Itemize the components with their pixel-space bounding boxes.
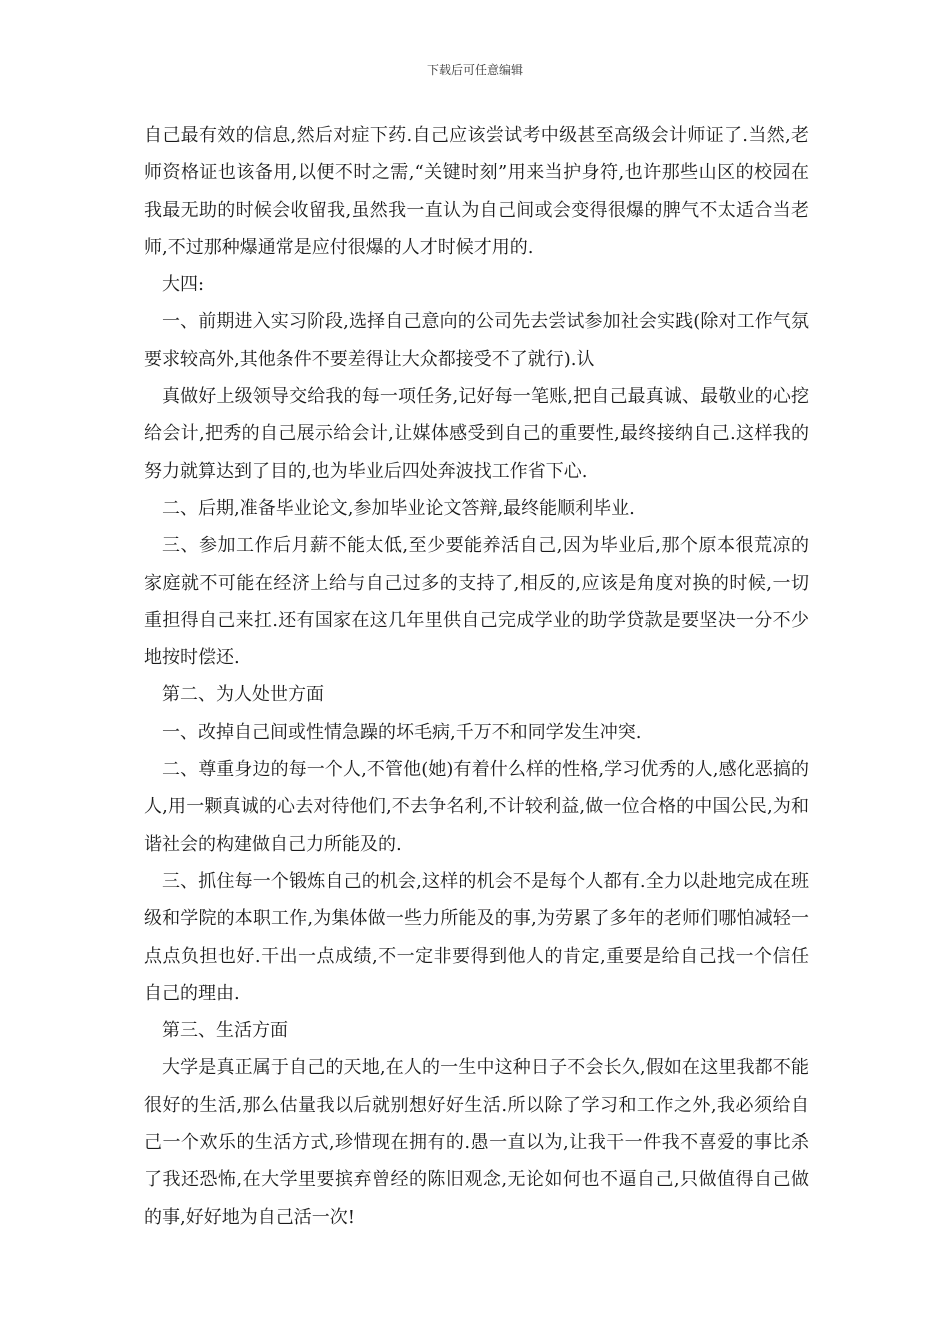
heading-senior-year: 大四: — [162, 274, 205, 296]
paragraph-respect-others: 二、尊重身边的每一个人,不管他(她)有着什么样的性格,学习优秀的人,感化恶搞的人,用一颗真诚的心去对待他们,不去争名利,不计较利益,做一位合格的中国公民,为和谐社会的构建做自己力所能及的. — [144, 759, 809, 855]
page-header: 下载后可任意编辑 — [426, 63, 523, 77]
paragraph-university-life: 大学是真正属于自己的天地,在人的一生中这种日子不会长久,假如在这里我都不能很好的生活,那么估量我以后就别想好好生活.所以除了学习和工作之外,我必须给自己一个欢乐的生活方式,珍惜现在拥有的.愚一直以为,让我干一件我不喜爱的事比杀了我还恐怖,在大学里要摈弃曾经的陈旧观念,无论如何也不逼自己,只做值得自己做的事,好好地为自己活一次! — [144, 1057, 809, 1228]
paragraph-opportunities: 三、抓住每一个锻炼自己的机会,这样的机会不是每个人都有.全力以赴地完成在班级和学院的本职工作,为集体做一些力所能及的事,为劳累了多年的老师们哪怕减轻一点点负担也好.干出一点成绩,不一定非要得到他人的肯定,重要是给自己找一个信任自己的理由. — [144, 870, 809, 1004]
paragraph-thesis: 二、后期,准备毕业论文,参加毕业论文答辩,最终能顺利毕业. — [162, 497, 635, 519]
paragraph-temper: 一、改掉自己间或性情急躁的坏毛病,千万不和同学发生冲突. — [162, 721, 642, 743]
paragraph-salary-loan: 三、参加工作后月薪不能太低,至少要能养活自己,因为毕业后,那个原本很荒凉的家庭就不可能在经济上给与自己过多的支持了,相反的,应该是角度对换的时候,一切重担得自己来扛.还有国家在这几年里供自己完成学业的助学贷款是要坚决一分不少地按时偿还. — [144, 535, 809, 669]
heading-life: 第三、生活方面 — [162, 1020, 288, 1042]
document-body — [144, 117, 809, 1236]
paragraph-work-diligently: 真做好上级领导交给我的每一项任务,记好每一笔账,把自己最真诚、最敬业的心挖给会计,把秀的自己展示给会计,让媒体感受到自己的重要性,最终接纳自己.这样我的努力就算达到了目的,也为毕业后四处奔波找工作省下心. — [144, 386, 809, 482]
paragraph-continued-certificates: 自己最有效的信息,然后对症下药.自己应该尝试考中级甚至高级会计师证了.当然,老师资格证也该备用,以便不时之需,“关键时刻”用来当护身符,也许那些山区的校园在我最无助的时候会收留我,虽然我一直认为自己间或会变得很爆的脾气不太适合当老师,不过那种爆通常是应付很爆的人才时候才用的. — [144, 125, 809, 258]
heading-interpersonal: 第二、为人处世方面 — [162, 684, 324, 706]
paragraph-internship: 一、前期进入实习阶段,选择自己意向的公司先去尝试参加社会实践(除对工作气氛要求较高外,其他条件不要差得让大众都接受不了就行).认 — [144, 311, 809, 370]
